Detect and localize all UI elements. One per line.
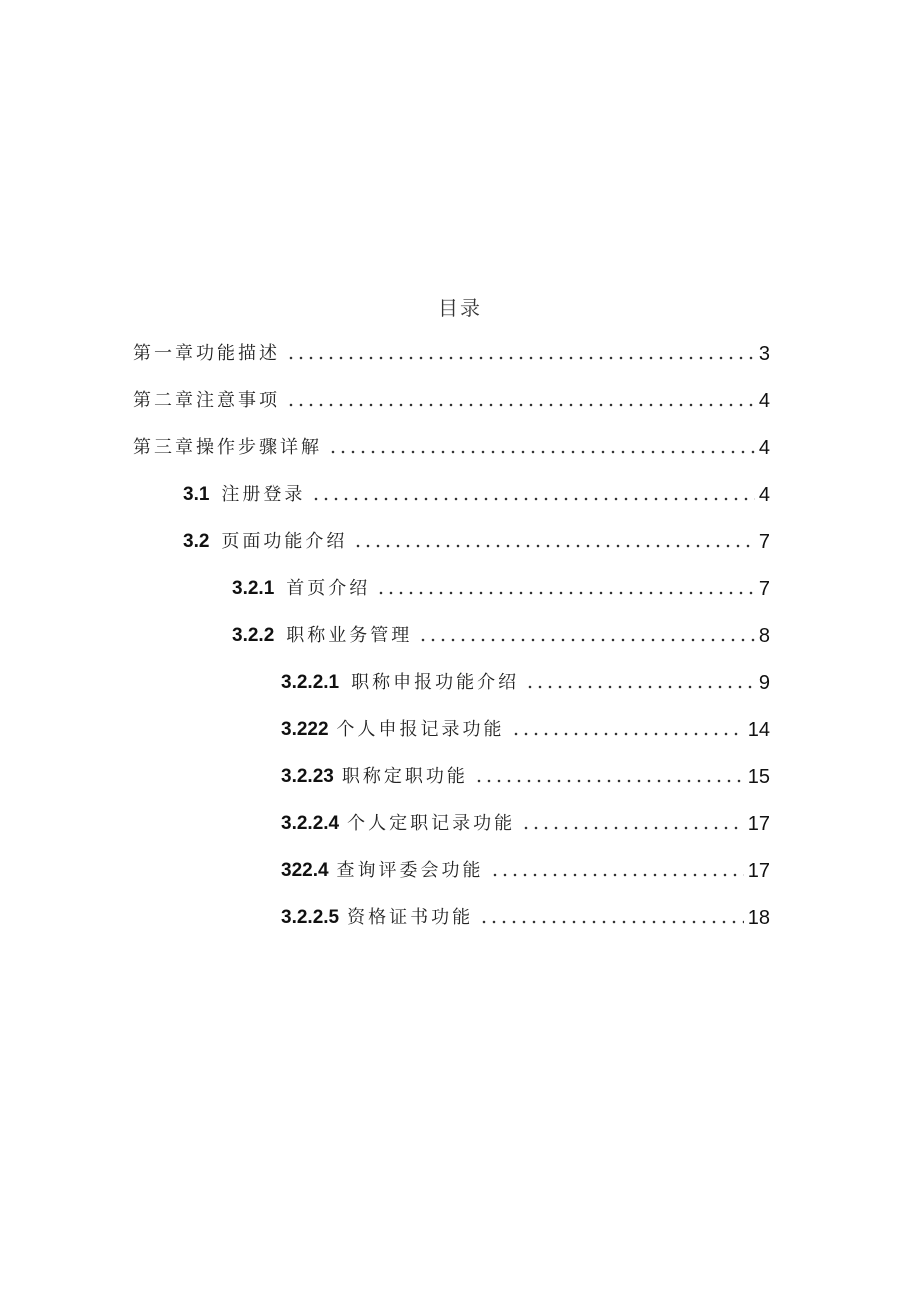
toc-dot-leader [479,919,744,925]
toc-entry-label: 第一章功能描述 [133,343,280,364]
toc-dot-leader [286,355,755,361]
toc-entry-label: 职称定职功能 [341,766,468,787]
toc-dot-leader [490,872,744,878]
toc-entry-label: 查询评委会功能 [336,860,484,881]
toc-section-number: 3.2.2.1 [281,672,340,693]
toc-section-number: 3.2.1 [232,578,275,599]
toc-entry-chapter-3[interactable] [133,434,770,462]
toc-page-number: 14 [747,719,770,741]
toc-entry-label: 职称申报功能介绍 [351,672,520,693]
toc-entry-3-1[interactable] [183,481,770,509]
toc-page-number: 7 [758,578,770,600]
toc-dot-leader [418,637,755,643]
toc-page-number: 8 [758,625,770,647]
toc-section-number: 3.2.2.5 [281,907,340,928]
toc-dot-leader [286,402,755,408]
toc-entry-chapter-2[interactable] [133,387,770,415]
toc-dot-leader [376,590,755,596]
toc-dot-leader [328,449,755,455]
toc-entry-label: 注册登录 [221,484,306,505]
toc-dot-leader [311,496,754,502]
toc-page-number: 15 [747,766,770,788]
toc-title: 目录 [438,296,482,320]
toc-entry-3-2-1[interactable] [232,575,770,603]
toc-page-number: 7 [758,531,770,553]
toc-entry-3-2-23[interactable] [281,763,770,791]
toc-entry-label: 页面功能介绍 [221,531,348,552]
toc-page-number: 17 [747,813,770,835]
toc-entry-label: 个人申报记录功能 [336,719,505,740]
toc-entry-3-2-2-4[interactable] [281,810,770,838]
toc-entry-chapter-1[interactable] [133,340,770,368]
toc-entry-label: 第二章注意事项 [133,390,280,411]
toc-entry-3-2-2[interactable] [232,622,770,650]
toc-entry-label: 个人定职记录功能 [347,813,516,834]
toc-page-number: 4 [758,484,770,506]
toc-section-number: 3.222 [281,719,329,740]
toc-entry-3-2[interactable] [183,528,770,556]
toc-page-number: 17 [747,860,770,882]
toc-section-number: 3.2 [183,531,210,552]
toc-entry-label: 资格证书功能 [347,907,474,928]
toc-entry-3-2-2-5[interactable] [281,904,770,932]
toc-section-number: 3.2.23 [281,766,334,787]
toc-dot-leader [511,731,744,737]
toc-page-number: 4 [758,437,770,459]
toc-section-number: 322.4 [281,860,329,881]
toc-dot-leader [521,825,744,831]
toc-page-number: 18 [747,907,770,929]
toc-dot-leader [353,543,754,549]
toc-page-number: 9 [758,672,770,694]
toc-section-number: 3.2.2 [232,625,275,646]
toc-entry-label: 第三章操作步骤详解 [133,437,322,458]
toc-page-number: 4 [758,390,770,412]
toc-page-number: 3 [758,343,770,365]
toc-entry-label: 职称业务管理 [286,625,413,646]
toc-entry-3-222[interactable] [281,716,770,744]
toc-entry-3-2-2-1[interactable] [281,669,770,697]
toc-section-number: 3.1 [183,484,210,505]
toc-dot-leader [525,684,755,690]
toc-entry-label: 首页介绍 [286,578,371,599]
toc-entry-322-4[interactable] [281,857,770,885]
toc-dot-leader [474,778,744,784]
toc-section-number: 3.2.2.4 [281,813,340,834]
